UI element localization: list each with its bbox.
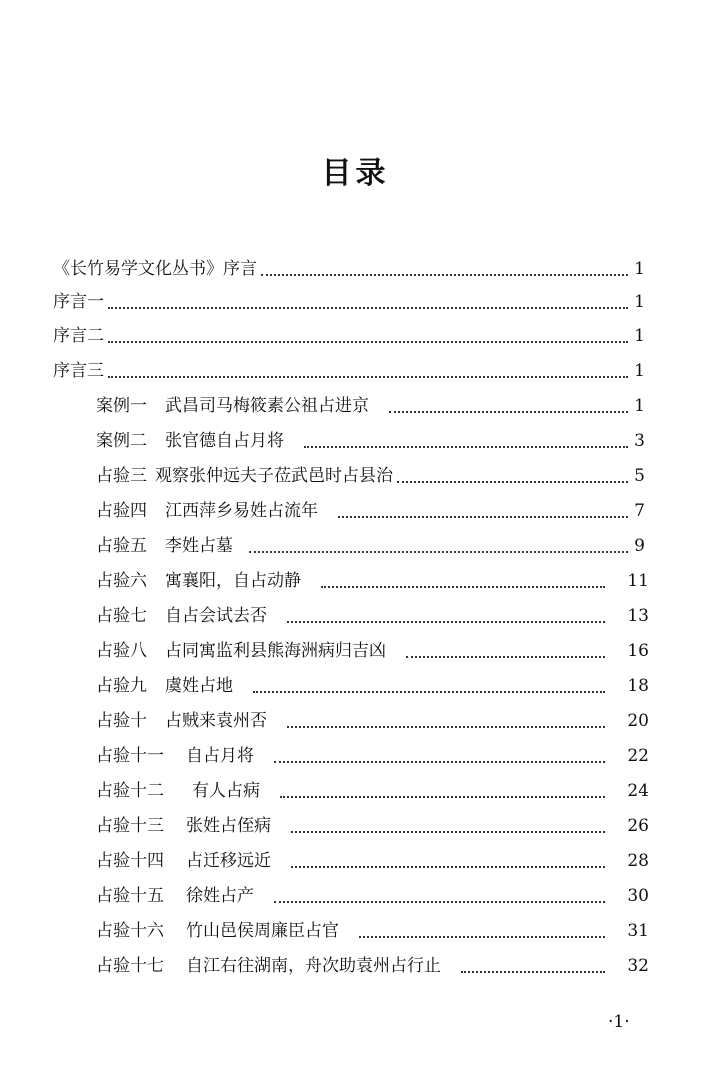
toc-entry-page: 1 [634, 259, 645, 279]
leader-dots [291, 815, 605, 833]
toc-entry-label: 占验五 [96, 536, 147, 556]
toc-entry[interactable] [96, 464, 645, 488]
toc-entry-label: 占验十四 [96, 851, 164, 871]
leader-dots [253, 675, 605, 693]
toc-entry-page: 9 [634, 536, 645, 556]
toc-entry[interactable] [96, 709, 649, 733]
toc-entry-title: 虞姓占地 [165, 676, 233, 696]
leader-dots [280, 780, 605, 798]
toc-entry[interactable] [96, 779, 649, 803]
toc-entry[interactable] [96, 604, 649, 628]
leader-dots [359, 920, 605, 938]
toc-entry-label: 占验七 [96, 606, 147, 626]
leader-dots [108, 291, 628, 309]
toc-entry-title: 观察张仲远夫子莅武邑时占县治 [155, 466, 393, 486]
toc-entry-label: 占验三 [96, 466, 147, 486]
leader-dots [397, 465, 628, 483]
toc-entry-page: 7 [634, 501, 645, 521]
toc-entry-page: 16 [627, 641, 649, 661]
toc-entry-title: 自江右往湖南，舟次助袁州占行止 [186, 956, 441, 976]
toc-entry-page: 3 [634, 431, 645, 451]
toc-entry-label: 案例二 [96, 431, 147, 451]
toc-entry-page: 5 [634, 466, 645, 486]
leader-dots [338, 500, 628, 518]
toc-entry-page: 26 [627, 816, 649, 836]
toc-entry[interactable] [53, 359, 645, 383]
toc-entry[interactable] [96, 744, 649, 768]
toc-entry[interactable] [96, 814, 649, 838]
toc-entry-title: 张姓占侄病 [186, 816, 271, 836]
toc-entry-title: 自占月将 [186, 746, 254, 766]
toc-entry-page: 31 [627, 921, 649, 941]
toc-entry[interactable] [96, 569, 649, 593]
toc-entry-page: 30 [627, 886, 649, 906]
toc-entry[interactable] [53, 324, 645, 348]
toc-entry-label: 占验十七 [96, 956, 164, 976]
toc-entry-label: 案例一 [96, 396, 147, 416]
toc-entry-page: 1 [634, 396, 645, 416]
toc-entry-label: 占验十一 [96, 746, 164, 766]
toc-entry-title: 寓襄阳，自占动静 [165, 571, 301, 591]
page-title: 目录 [321, 156, 390, 191]
toc-entry-page: 11 [627, 571, 649, 591]
toc-entry[interactable] [96, 919, 649, 943]
toc-entry-label: 占验六 [96, 571, 147, 591]
toc-entry-label: 《长竹易学文化丛书》序言 [53, 259, 257, 279]
toc-entry-page: 1 [634, 361, 645, 381]
toc-entry-label: 序言三 [53, 361, 104, 381]
toc-entry-label: 占验八 [96, 641, 147, 661]
toc-entry[interactable] [96, 394, 645, 418]
toc-entry-page: 20 [627, 711, 649, 731]
toc-entry-title: 占贼来袁州否 [165, 711, 267, 731]
toc-entry-title: 竹山邑侯周廉臣占官 [186, 921, 339, 941]
toc-entry-label: 占验十二 [96, 781, 164, 801]
toc-entry[interactable] [53, 257, 645, 281]
leader-dots [249, 535, 628, 553]
toc-entry-label: 占验九 [96, 676, 147, 696]
leader-dots [321, 570, 605, 588]
leader-dots [108, 325, 628, 343]
toc-entry[interactable] [96, 429, 645, 453]
toc-entry[interactable] [53, 290, 645, 314]
leader-dots [261, 258, 628, 276]
toc-entry-page: 28 [627, 851, 649, 871]
leader-dots [461, 955, 605, 973]
toc-entry-label: 占验四 [96, 501, 147, 521]
toc-entry[interactable] [96, 499, 645, 523]
leader-dots [287, 710, 605, 728]
leader-dots [291, 850, 605, 868]
toc-entry-page: 13 [627, 606, 649, 626]
toc-entry-title: 自占会试去否 [165, 606, 267, 626]
leader-dots [389, 395, 628, 413]
toc-entry-title: 有人占病 [192, 781, 260, 801]
toc-entry-title: 李姓占墓 [165, 536, 233, 556]
leader-dots [406, 640, 605, 658]
toc-entry-label: 占验十 [96, 711, 147, 731]
toc-entry-title: 占同寓监利县熊海洲病归吉凶 [165, 641, 386, 661]
toc-entry-label: 序言二 [53, 326, 104, 346]
toc-entry-page: 22 [627, 746, 649, 766]
toc-entry[interactable] [96, 639, 649, 663]
toc-entry-page: 18 [627, 676, 649, 696]
toc-entry[interactable] [96, 884, 649, 908]
toc-entry-page: 1 [634, 326, 645, 346]
leader-dots [304, 430, 628, 448]
toc-entry-title: 占迁移远近 [186, 851, 271, 871]
leader-dots [108, 360, 628, 378]
toc-entry-title: 江西萍乡易姓占流年 [165, 501, 318, 521]
toc-entry-title: 武昌司马梅筱素公祖占进京 [165, 396, 369, 416]
page-number: ·1· [608, 1012, 630, 1032]
toc-entry-page: 1 [634, 292, 645, 312]
toc-entry-label: 占验十三 [96, 816, 164, 836]
toc-entry[interactable] [96, 534, 645, 558]
toc-entry[interactable] [96, 954, 649, 978]
toc-entry-page: 24 [627, 781, 649, 801]
toc-entry-label: 占验十五 [96, 886, 164, 906]
leader-dots [274, 885, 605, 903]
toc-entry[interactable] [96, 849, 649, 873]
toc-entry-title: 徐姓占产 [186, 886, 254, 906]
toc-entry-label: 占验十六 [96, 921, 164, 941]
toc-entry[interactable] [96, 674, 649, 698]
toc-entry-label: 序言一 [53, 292, 104, 312]
toc-entry-page: 32 [627, 956, 649, 976]
leader-dots [274, 745, 605, 763]
toc-entry-title: 张官德自占月将 [165, 431, 284, 451]
leader-dots [287, 605, 605, 623]
